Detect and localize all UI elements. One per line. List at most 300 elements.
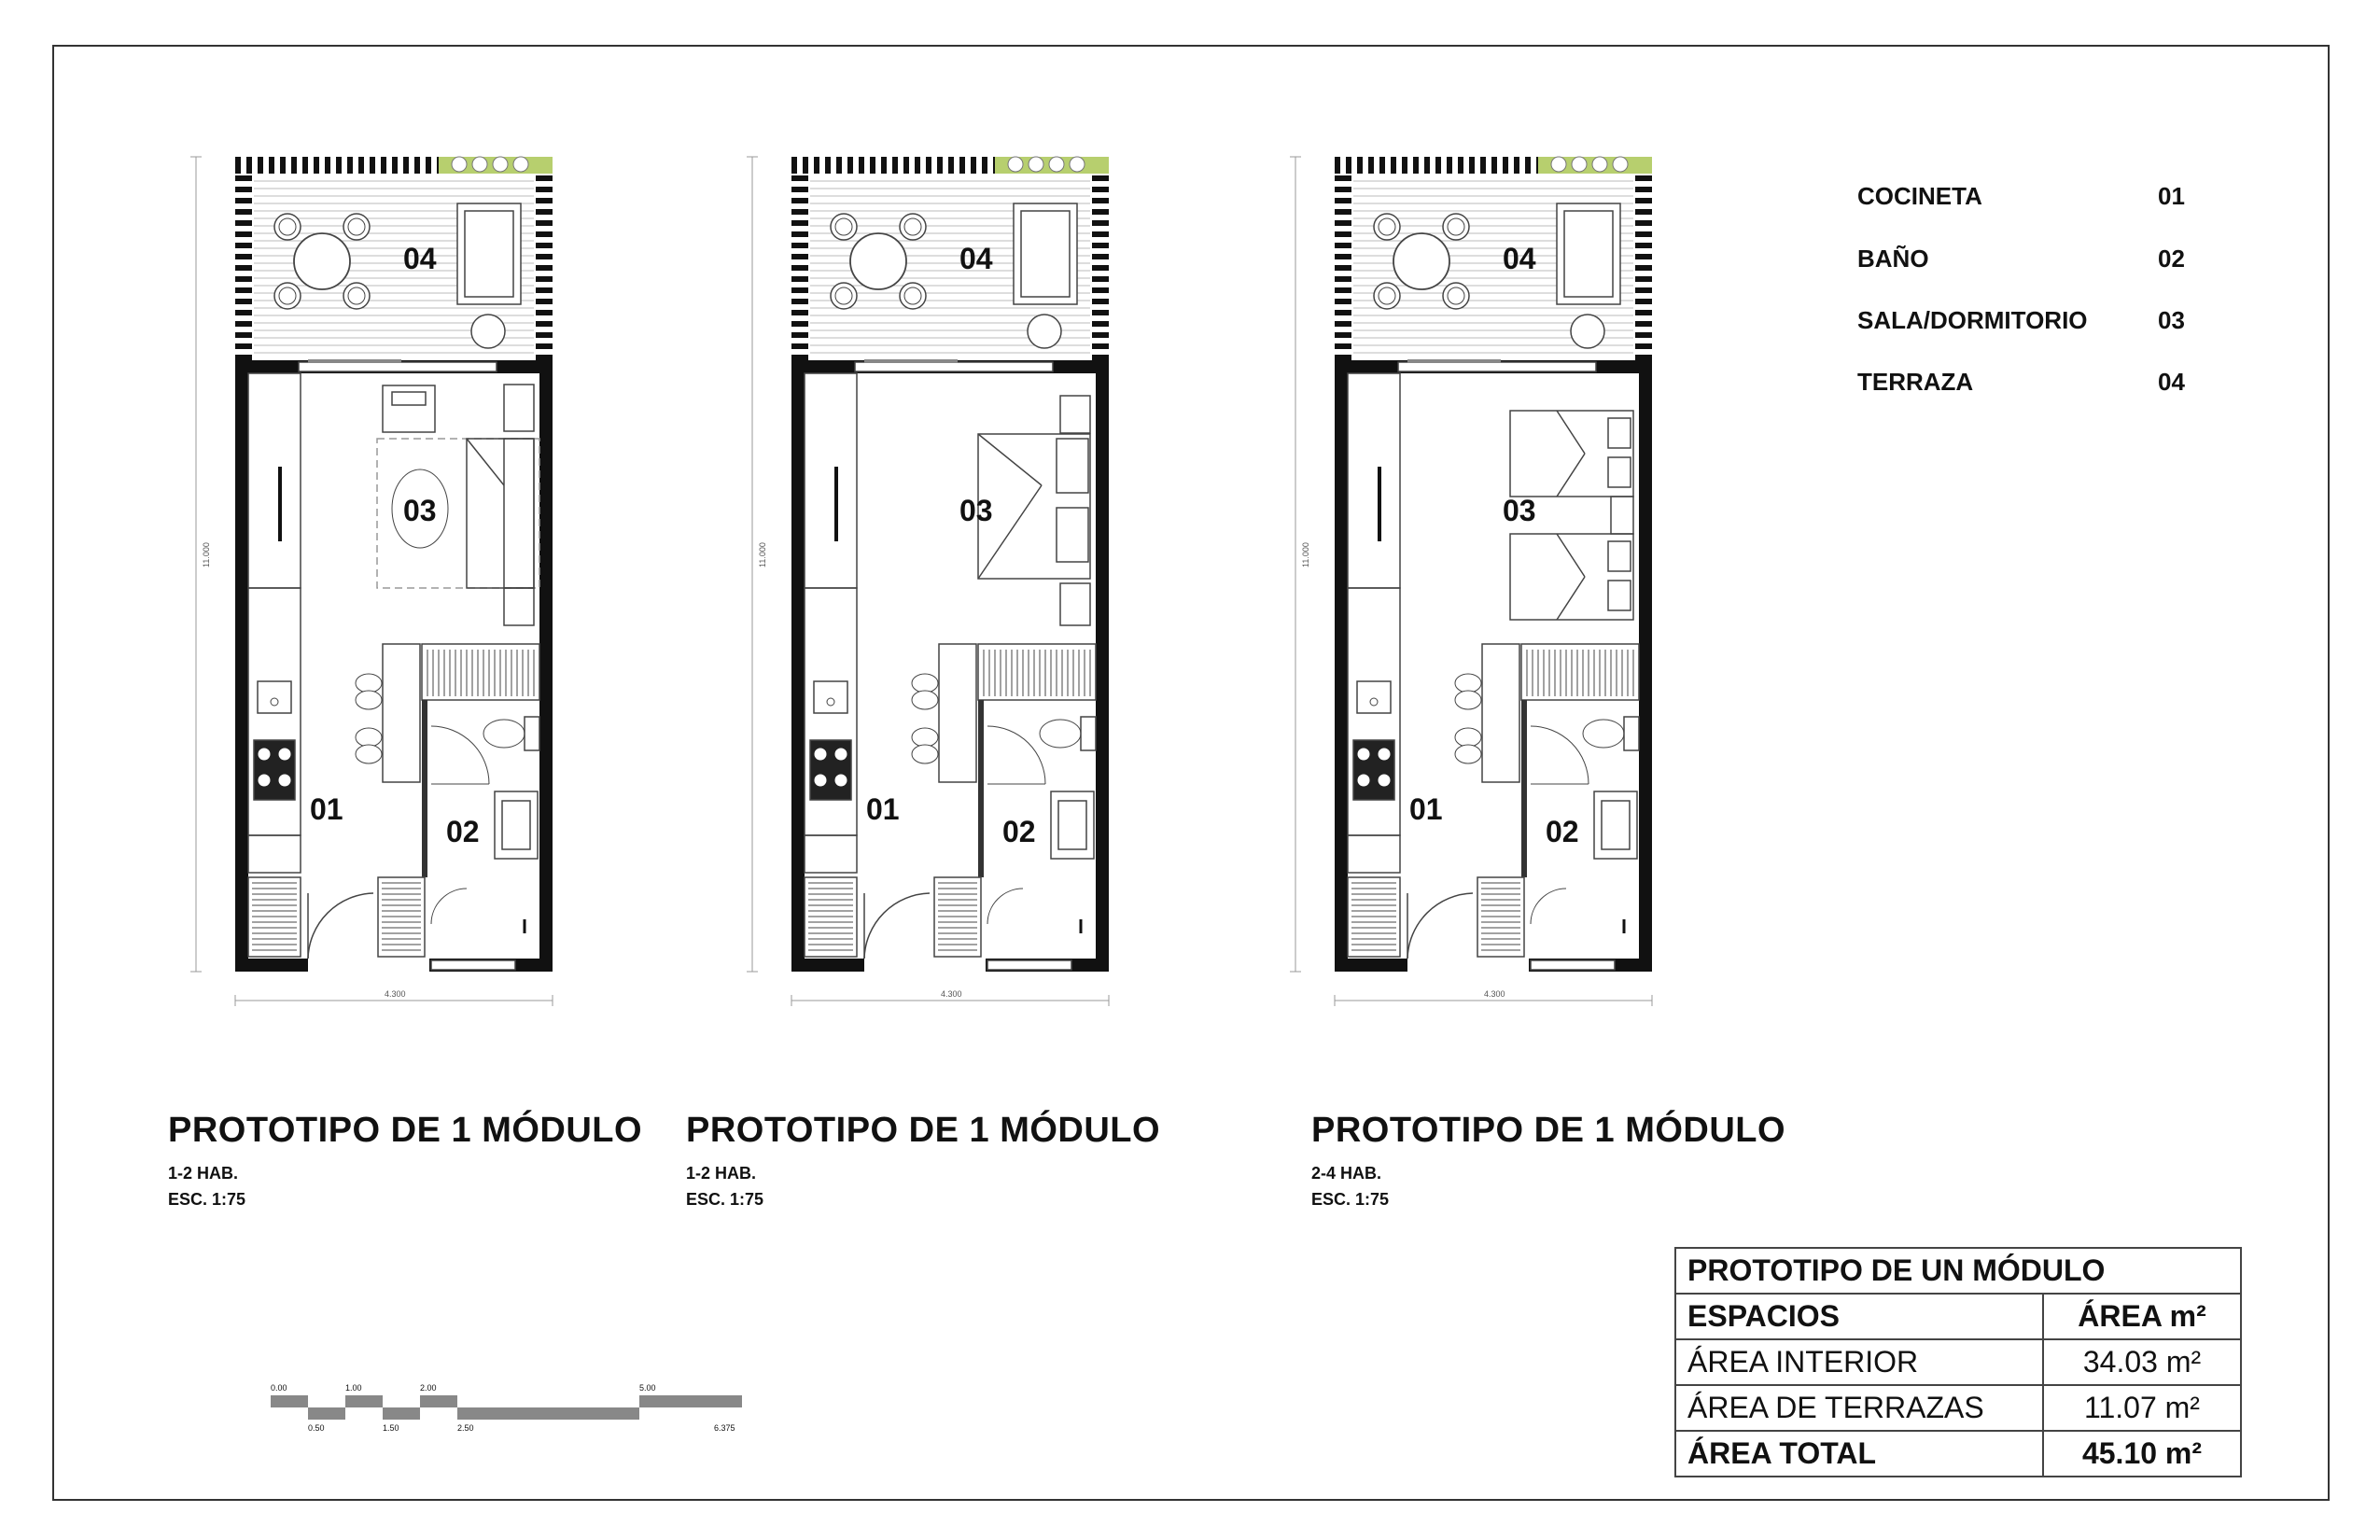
bath-partition bbox=[422, 700, 427, 877]
pillow bbox=[1608, 581, 1631, 610]
burner bbox=[834, 774, 847, 787]
chair bbox=[1443, 214, 1469, 240]
pillow bbox=[1608, 541, 1631, 571]
railing-slat bbox=[1335, 243, 1351, 248]
railing-slat bbox=[235, 321, 252, 327]
column-header-area: ÁREA m² bbox=[2043, 1294, 2241, 1339]
railing-slat bbox=[370, 157, 375, 174]
chair bbox=[274, 214, 301, 240]
railing-slat bbox=[1092, 276, 1109, 282]
railing-slat bbox=[426, 157, 431, 174]
legend-name: COCINETA bbox=[1857, 182, 1982, 210]
railing-slat bbox=[1335, 287, 1351, 293]
railing-slat bbox=[1480, 157, 1486, 174]
legend-name: BAÑO bbox=[1857, 245, 1929, 273]
plant bbox=[1049, 157, 1064, 172]
railing-slat bbox=[1447, 157, 1452, 174]
floor-plan-two-beds bbox=[1290, 157, 1652, 1006]
railing-slat bbox=[235, 198, 252, 203]
railing-slat bbox=[1335, 254, 1351, 259]
railing-slat bbox=[1335, 332, 1351, 338]
railing-slat bbox=[325, 157, 330, 174]
bath-vanity bbox=[1594, 791, 1637, 859]
sofa-back bbox=[504, 439, 534, 588]
railing-slat bbox=[235, 209, 252, 215]
height-dimension-label: 11.000 bbox=[1301, 542, 1310, 567]
side-table bbox=[471, 315, 505, 348]
railing-slat bbox=[536, 209, 553, 215]
entrance-door-swing bbox=[308, 893, 373, 959]
railing-slat bbox=[791, 299, 808, 304]
sliding-door bbox=[299, 362, 497, 371]
fridge bbox=[248, 835, 301, 873]
toilet-tank bbox=[1081, 717, 1096, 750]
railing-slat bbox=[1458, 157, 1463, 174]
legend-name: TERRAZA bbox=[1857, 368, 1974, 396]
plan-title-block-3 bbox=[1311, 1111, 1785, 1212]
scale-label-top: 5.00 bbox=[639, 1383, 656, 1393]
entrance-door-swing bbox=[1407, 893, 1473, 959]
railing-slat bbox=[1635, 287, 1652, 293]
room-label-living: 03 bbox=[403, 494, 437, 527]
railing-slat bbox=[235, 332, 252, 338]
plant bbox=[1572, 157, 1587, 172]
railing-slat bbox=[536, 254, 553, 259]
railing-slat bbox=[825, 157, 831, 174]
nightstand bbox=[1060, 583, 1090, 625]
railing-slat bbox=[1092, 220, 1109, 226]
island-counter bbox=[383, 644, 420, 782]
bar-stool bbox=[1455, 691, 1481, 709]
wall-right bbox=[1096, 360, 1109, 972]
railing-slat bbox=[1635, 220, 1652, 226]
bed-fold bbox=[1557, 454, 1585, 497]
railing-slat bbox=[1092, 343, 1109, 349]
sliding-door bbox=[1398, 362, 1596, 371]
bed-fold bbox=[1557, 577, 1585, 620]
railing-slat bbox=[926, 157, 931, 174]
railing-slat bbox=[414, 157, 420, 174]
wall-bottom-left bbox=[235, 959, 308, 972]
railing-slat bbox=[948, 157, 954, 174]
burner bbox=[1378, 748, 1391, 761]
bath-door-swing bbox=[987, 726, 1045, 784]
room-label-bath: 02 bbox=[1002, 815, 1036, 848]
bath-door-swing bbox=[431, 726, 489, 784]
railing-slat bbox=[235, 231, 252, 237]
railing-slat bbox=[1346, 157, 1351, 174]
kitchen bbox=[1348, 373, 1473, 959]
railing-slat bbox=[235, 287, 252, 293]
railing-slat bbox=[1635, 310, 1652, 315]
railing-slat bbox=[336, 157, 342, 174]
railing-slat bbox=[1635, 209, 1652, 215]
legend-name: SALA/DORMITORIO bbox=[1857, 306, 2088, 334]
railing-slat bbox=[791, 321, 808, 327]
legend-code: 03 bbox=[2158, 306, 2185, 334]
railing-slat bbox=[791, 332, 808, 338]
legend-code: 01 bbox=[2158, 182, 2185, 210]
scale-segment bbox=[383, 1407, 420, 1420]
single-bed bbox=[1510, 411, 1633, 497]
bed-fold bbox=[978, 434, 1042, 485]
railing-slat bbox=[1368, 157, 1374, 174]
railing-slat bbox=[791, 254, 808, 259]
railing-slat bbox=[235, 254, 252, 259]
wall-bottom-left bbox=[1335, 959, 1407, 972]
railing-slat bbox=[1525, 157, 1531, 174]
pillow bbox=[1608, 418, 1631, 448]
kitchen bbox=[805, 373, 930, 959]
railing-slat bbox=[1092, 198, 1109, 203]
railing-slat bbox=[536, 299, 553, 304]
burner bbox=[1357, 748, 1370, 761]
railing-slat bbox=[536, 332, 553, 338]
scale-label-bottom: 0.50 bbox=[308, 1423, 325, 1433]
plant bbox=[472, 157, 487, 172]
lounge-chair bbox=[1014, 203, 1077, 304]
railing-slat bbox=[314, 157, 319, 174]
railing-slat bbox=[1635, 276, 1652, 282]
room-label-kitchen: 01 bbox=[310, 792, 343, 826]
width-dimension-label: 4.300 bbox=[941, 989, 962, 999]
railing-slat bbox=[791, 220, 808, 226]
toilet-tank bbox=[525, 717, 539, 750]
railing-slat bbox=[1335, 187, 1351, 192]
closet-door-swing bbox=[431, 889, 467, 924]
plan-title-block-1 bbox=[168, 1111, 642, 1212]
scale-segment bbox=[345, 1395, 383, 1407]
area-table-title: PROTOTIPO DE UN MÓDULO bbox=[1675, 1248, 2241, 1294]
floor-plan-sofa bbox=[190, 157, 553, 1006]
railing-slat bbox=[536, 321, 553, 327]
railing-slat bbox=[1635, 355, 1652, 360]
width-dimension-label: 4.300 bbox=[1484, 989, 1505, 999]
railing-slat bbox=[1335, 265, 1351, 271]
side-table bbox=[1028, 315, 1061, 348]
railing-slat bbox=[536, 175, 553, 181]
plan-subtitle-group bbox=[1311, 1160, 1785, 1212]
plant bbox=[1551, 157, 1566, 172]
chair bbox=[900, 283, 926, 309]
burner bbox=[258, 774, 271, 787]
side-table bbox=[1571, 315, 1604, 348]
chair bbox=[831, 283, 857, 309]
railing-slat bbox=[1092, 175, 1109, 181]
railing-slat bbox=[1092, 299, 1109, 304]
railing-slat bbox=[536, 198, 553, 203]
scale-segment bbox=[420, 1395, 457, 1407]
plan-capacity: 1-2 HAB. bbox=[686, 1164, 757, 1183]
bath-partition bbox=[978, 700, 984, 877]
railing-slat bbox=[982, 157, 987, 174]
railing-slat bbox=[1335, 299, 1351, 304]
railing-slat bbox=[1092, 254, 1109, 259]
railing-slat bbox=[791, 343, 808, 349]
plant bbox=[1029, 157, 1043, 172]
plan-title-block-2 bbox=[686, 1111, 1160, 1212]
railing-slat bbox=[1092, 209, 1109, 215]
plan-title: PROTOTIPO DE 1 MÓDULO bbox=[1311, 1111, 1786, 1150]
railing-slat bbox=[791, 157, 797, 174]
railing-slat bbox=[1402, 157, 1407, 174]
floor-plan-double-bed bbox=[747, 157, 1109, 1006]
side-cabinet bbox=[504, 385, 534, 431]
legend-item-living bbox=[1857, 306, 2212, 343]
railing-slat bbox=[1335, 231, 1351, 237]
scale-label-bottom: 6.375 bbox=[714, 1423, 735, 1433]
plant bbox=[452, 157, 467, 172]
railing-slat bbox=[536, 287, 553, 293]
bar-stool bbox=[912, 728, 938, 747]
railing-slat bbox=[1379, 157, 1385, 174]
railing-slat bbox=[791, 175, 808, 181]
railing-slat bbox=[1335, 175, 1351, 181]
legend-item-terrace bbox=[1857, 368, 2212, 405]
railing-slat bbox=[536, 343, 553, 349]
scale-label-top: 2.00 bbox=[420, 1383, 437, 1393]
railing-slat bbox=[1635, 243, 1652, 248]
railing-slat bbox=[847, 157, 853, 174]
window-sill bbox=[1407, 359, 1501, 363]
bar-stool bbox=[356, 745, 382, 763]
railing-slat bbox=[859, 157, 864, 174]
nightstand bbox=[1611, 497, 1633, 534]
bar-stool bbox=[356, 674, 382, 693]
railing-slat bbox=[870, 157, 875, 174]
railing-slat bbox=[959, 157, 965, 174]
dining-island bbox=[356, 644, 420, 782]
legend-item-bath bbox=[1857, 245, 2212, 282]
plant bbox=[1008, 157, 1023, 172]
plant bbox=[513, 157, 528, 172]
wall-left bbox=[791, 360, 805, 972]
wall-right bbox=[1639, 360, 1652, 972]
railing-slat bbox=[235, 355, 252, 360]
railing-slat bbox=[1335, 276, 1351, 282]
sink bbox=[258, 681, 291, 713]
railing-slat bbox=[269, 157, 274, 174]
living-room bbox=[377, 385, 539, 625]
room-label-terrace: 04 bbox=[959, 242, 993, 275]
area-table-row bbox=[1675, 1339, 2241, 1385]
chair bbox=[343, 283, 370, 309]
wall-right bbox=[539, 360, 553, 972]
burner bbox=[258, 748, 271, 761]
railing-slat bbox=[1092, 265, 1109, 271]
railing-slat bbox=[814, 157, 819, 174]
railing-slat bbox=[1635, 187, 1652, 192]
plan-subtitle-group bbox=[168, 1160, 642, 1212]
railing-slat bbox=[803, 157, 808, 174]
railing-slat bbox=[892, 157, 898, 174]
railing-slat bbox=[791, 287, 808, 293]
scale-segment bbox=[639, 1395, 742, 1407]
railing-slat bbox=[235, 157, 241, 174]
closet-door-swing bbox=[1531, 889, 1566, 924]
railing-slat bbox=[1635, 231, 1652, 237]
railing-slat bbox=[280, 157, 286, 174]
total-label: ÁREA TOTAL bbox=[1675, 1431, 2043, 1477]
toilet-bowl bbox=[1040, 720, 1081, 748]
room-label-terrace: 04 bbox=[1503, 242, 1536, 275]
window-sill bbox=[864, 359, 958, 363]
plant bbox=[493, 157, 508, 172]
armchair-back bbox=[392, 392, 426, 405]
railing-slat bbox=[1092, 355, 1109, 360]
railing-slat bbox=[791, 310, 808, 315]
railing-slat bbox=[302, 157, 308, 174]
area-label: ÁREA DE TERRAZAS bbox=[1675, 1385, 2043, 1431]
railing-slat bbox=[347, 157, 353, 174]
sink bbox=[814, 681, 847, 713]
pillow bbox=[1057, 508, 1088, 562]
scale-segment bbox=[271, 1395, 308, 1407]
living-room bbox=[1503, 411, 1633, 620]
railing-slat bbox=[291, 157, 297, 174]
railing-slat bbox=[235, 299, 252, 304]
bar-stool bbox=[912, 691, 938, 709]
railing-slat bbox=[1335, 209, 1351, 215]
bed-fold bbox=[1557, 411, 1585, 454]
railing-slat bbox=[1635, 343, 1652, 349]
scale-label-bottom: 1.50 bbox=[383, 1423, 399, 1433]
railing-slat bbox=[791, 209, 808, 215]
area-table-total-row bbox=[1675, 1431, 2241, 1477]
railing-slat bbox=[1092, 310, 1109, 315]
railing-slat bbox=[791, 355, 808, 360]
room-label-bath: 02 bbox=[1546, 815, 1579, 848]
railing-slat bbox=[1635, 254, 1652, 259]
bar-stool bbox=[1455, 728, 1481, 747]
fridge bbox=[805, 835, 857, 873]
railing-slat bbox=[536, 231, 553, 237]
bath-vanity bbox=[1051, 791, 1094, 859]
railing-slat bbox=[403, 157, 409, 174]
burner bbox=[278, 774, 291, 787]
railing-slat bbox=[536, 220, 553, 226]
railing-slat bbox=[536, 265, 553, 271]
railing-slat bbox=[381, 157, 386, 174]
double-bed bbox=[978, 434, 1090, 579]
railing-slat bbox=[1635, 265, 1652, 271]
railing-slat bbox=[1514, 157, 1519, 174]
railing-slat bbox=[791, 198, 808, 203]
railing-slat bbox=[1503, 157, 1508, 174]
legend-code: 02 bbox=[2158, 245, 2185, 273]
railing-slat bbox=[836, 157, 842, 174]
chair bbox=[1443, 283, 1469, 309]
toilet-tank bbox=[1624, 717, 1639, 750]
graphic-scale-bar bbox=[271, 1383, 742, 1433]
railing-slat bbox=[1335, 220, 1351, 226]
railing-slat bbox=[1635, 332, 1652, 338]
railing-slat bbox=[235, 175, 252, 181]
plan-capacity: 1-2 HAB. bbox=[168, 1164, 239, 1183]
railing-slat bbox=[1635, 175, 1652, 181]
plant bbox=[1592, 157, 1607, 172]
height-dimension-label: 11.000 bbox=[758, 542, 767, 567]
room-label-living: 03 bbox=[1503, 494, 1536, 527]
terrace-table bbox=[850, 233, 906, 289]
burner bbox=[834, 748, 847, 761]
railing-slat bbox=[536, 243, 553, 248]
chair bbox=[831, 214, 857, 240]
bar-stool bbox=[912, 674, 938, 693]
area-label: ÁREA INTERIOR bbox=[1675, 1339, 2043, 1385]
railing-slat bbox=[536, 187, 553, 192]
dining-island bbox=[1455, 644, 1519, 782]
railing-slat bbox=[392, 157, 398, 174]
bath-window bbox=[987, 960, 1071, 970]
pillow bbox=[1608, 457, 1631, 487]
terrace-table bbox=[1393, 233, 1449, 289]
terrace bbox=[235, 157, 553, 360]
bath-door-swing bbox=[1531, 726, 1589, 784]
chair bbox=[274, 283, 301, 309]
plan-scale: ESC. 1:75 bbox=[686, 1190, 764, 1209]
burner bbox=[1378, 774, 1391, 787]
wardrobe bbox=[248, 373, 301, 588]
single-bed bbox=[1510, 534, 1633, 620]
scale-segment bbox=[457, 1407, 639, 1420]
bar-stool bbox=[912, 745, 938, 763]
wall-left bbox=[1335, 360, 1348, 972]
railing-slat bbox=[235, 187, 252, 192]
railing-slat bbox=[1335, 321, 1351, 327]
area-table-title-row bbox=[1675, 1248, 2241, 1294]
railing-slat bbox=[235, 243, 252, 248]
railing-slat bbox=[915, 157, 920, 174]
railing-slat bbox=[937, 157, 943, 174]
plan-subtitle-group bbox=[686, 1160, 1160, 1212]
wardrobe bbox=[1348, 373, 1400, 588]
railing-slat bbox=[246, 157, 252, 174]
bath-window bbox=[1531, 960, 1615, 970]
lounge-chair bbox=[457, 203, 521, 304]
toilet-bowl bbox=[483, 720, 525, 748]
railing-slat bbox=[1357, 157, 1363, 174]
railing-slat bbox=[1635, 321, 1652, 327]
bath-partition bbox=[1521, 700, 1527, 877]
bar-stool bbox=[356, 728, 382, 747]
burner bbox=[1357, 774, 1370, 787]
plan-scale: ESC. 1:75 bbox=[1311, 1190, 1390, 1209]
terrace bbox=[791, 157, 1109, 360]
pillow bbox=[1057, 439, 1088, 493]
bar-stool bbox=[1455, 674, 1481, 693]
total-value: 45.10 m² bbox=[2043, 1431, 2241, 1477]
railing-slat bbox=[1635, 198, 1652, 203]
window-sill bbox=[308, 359, 401, 363]
shower bbox=[978, 644, 1096, 700]
room-label-living: 03 bbox=[959, 494, 993, 527]
railing-slat bbox=[1335, 157, 1340, 174]
area-table-header-row bbox=[1675, 1294, 2241, 1339]
shower bbox=[1521, 644, 1639, 700]
bath-vanity bbox=[495, 791, 538, 859]
burner bbox=[814, 774, 827, 787]
shower bbox=[422, 644, 539, 700]
railing-slat bbox=[536, 355, 553, 360]
railing-slat bbox=[791, 276, 808, 282]
toilet-bowl bbox=[1583, 720, 1624, 748]
railing-slat bbox=[1391, 157, 1396, 174]
bar-stool bbox=[1455, 745, 1481, 763]
sliding-door bbox=[855, 362, 1053, 371]
scale-label-bottom: 2.50 bbox=[457, 1423, 474, 1433]
terrace-table bbox=[294, 233, 350, 289]
